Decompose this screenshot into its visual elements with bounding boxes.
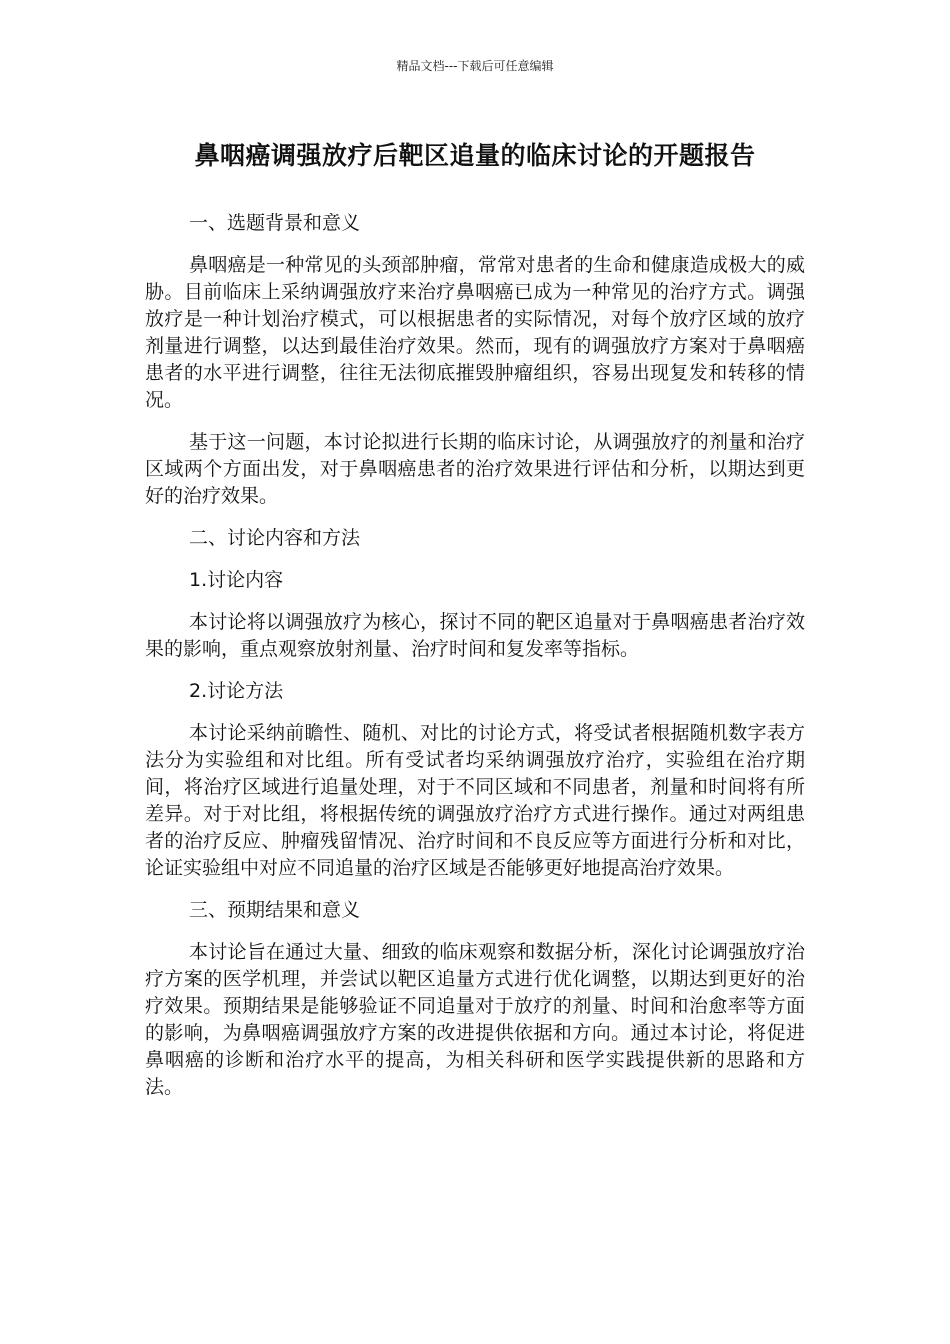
page-header: 精品文档---下载后可任意编辑: [396, 59, 554, 73]
subheading-content: 1.讨论内容: [189, 569, 284, 591]
section-heading-background: 一、选题背景和意义: [189, 212, 361, 234]
paragraph-content: 本讨论将以调强放疗为核心，探讨不同的靶区追量对于鼻咽癌患者治疗效果的影响，重点观察放射剂量、治疗时间和复发率等指标。: [145, 611, 805, 660]
section-heading-expected-results: 三、预期结果和意义: [189, 899, 361, 921]
paragraph-expected-results: 本讨论旨在通过大量、细致的临床观察和数据分析，深化讨论调强放疗治疗方案的医学机理，并尝试以靶区追量方式进行优化调整，以期达到更好的治疗效果。预期结果是能够验证不同追量对于放疗的剂量、时间和治愈率等方面的影响，为鼻咽癌调强放疗方案的改进提供依据和方向。通过本讨论，将促进鼻咽癌的诊断和治疗水平的提高，为相关科研和医学实践提供新的思路和方法。: [145, 941, 805, 1098]
subheading-methods: 2.讨论方法: [189, 680, 284, 702]
section-heading-content-methods: 二、讨论内容和方法: [189, 527, 361, 549]
paragraph-background: 鼻咽癌是一种常见的头颈部肿瘤，常常对患者的生命和健康造成极大的威胁。目前临床上采纳调强放疗来治疗鼻咽癌已成为一种常见的治疗方式。调强放疗是一种计划治疗模式，可以根据患者的实际情况，对每个放疗区域的放疗剂量进行调整，以达到最佳治疗效果。然而，现有的调强放疗方案对于鼻咽癌患者的水平进行调整，往往无法彻底摧毁肿瘤组织，容易出现复发和转移的情况。: [145, 254, 805, 411]
paragraph-problem-basis: 基于这一问题，本讨论拟进行长期的临床讨论，从调强放疗的剂量和治疗区域两个方面出发，对于鼻咽癌患者的治疗效果进行评估和分析，以期达到更好的治疗效果。: [145, 431, 805, 507]
paragraph-methods: 本讨论采纳前瞻性、随机、对比的讨论方式，将受试者根据随机数字表方法分为实验组和对比组。所有受试者均采纳调强放疗治疗，实验组在治疗期间，将治疗区域进行追量处理，对于不同区域和不同患者，剂量和时间将有所差异。对于对比组，将根据传统的调强放疗治疗方式进行操作。通过对两组患者的治疗反应、肿瘤残留情况、治疗时间和不良反应等方面进行分析和对比，论证实验组中对应不同追量的治疗区域是否能够更好地提高治疗效果。: [145, 722, 805, 879]
document-title: 鼻咽癌调强放疗后靶区追量的临床讨论的开题报告: [194, 141, 756, 170]
document-body: [145, 210, 805, 1116]
